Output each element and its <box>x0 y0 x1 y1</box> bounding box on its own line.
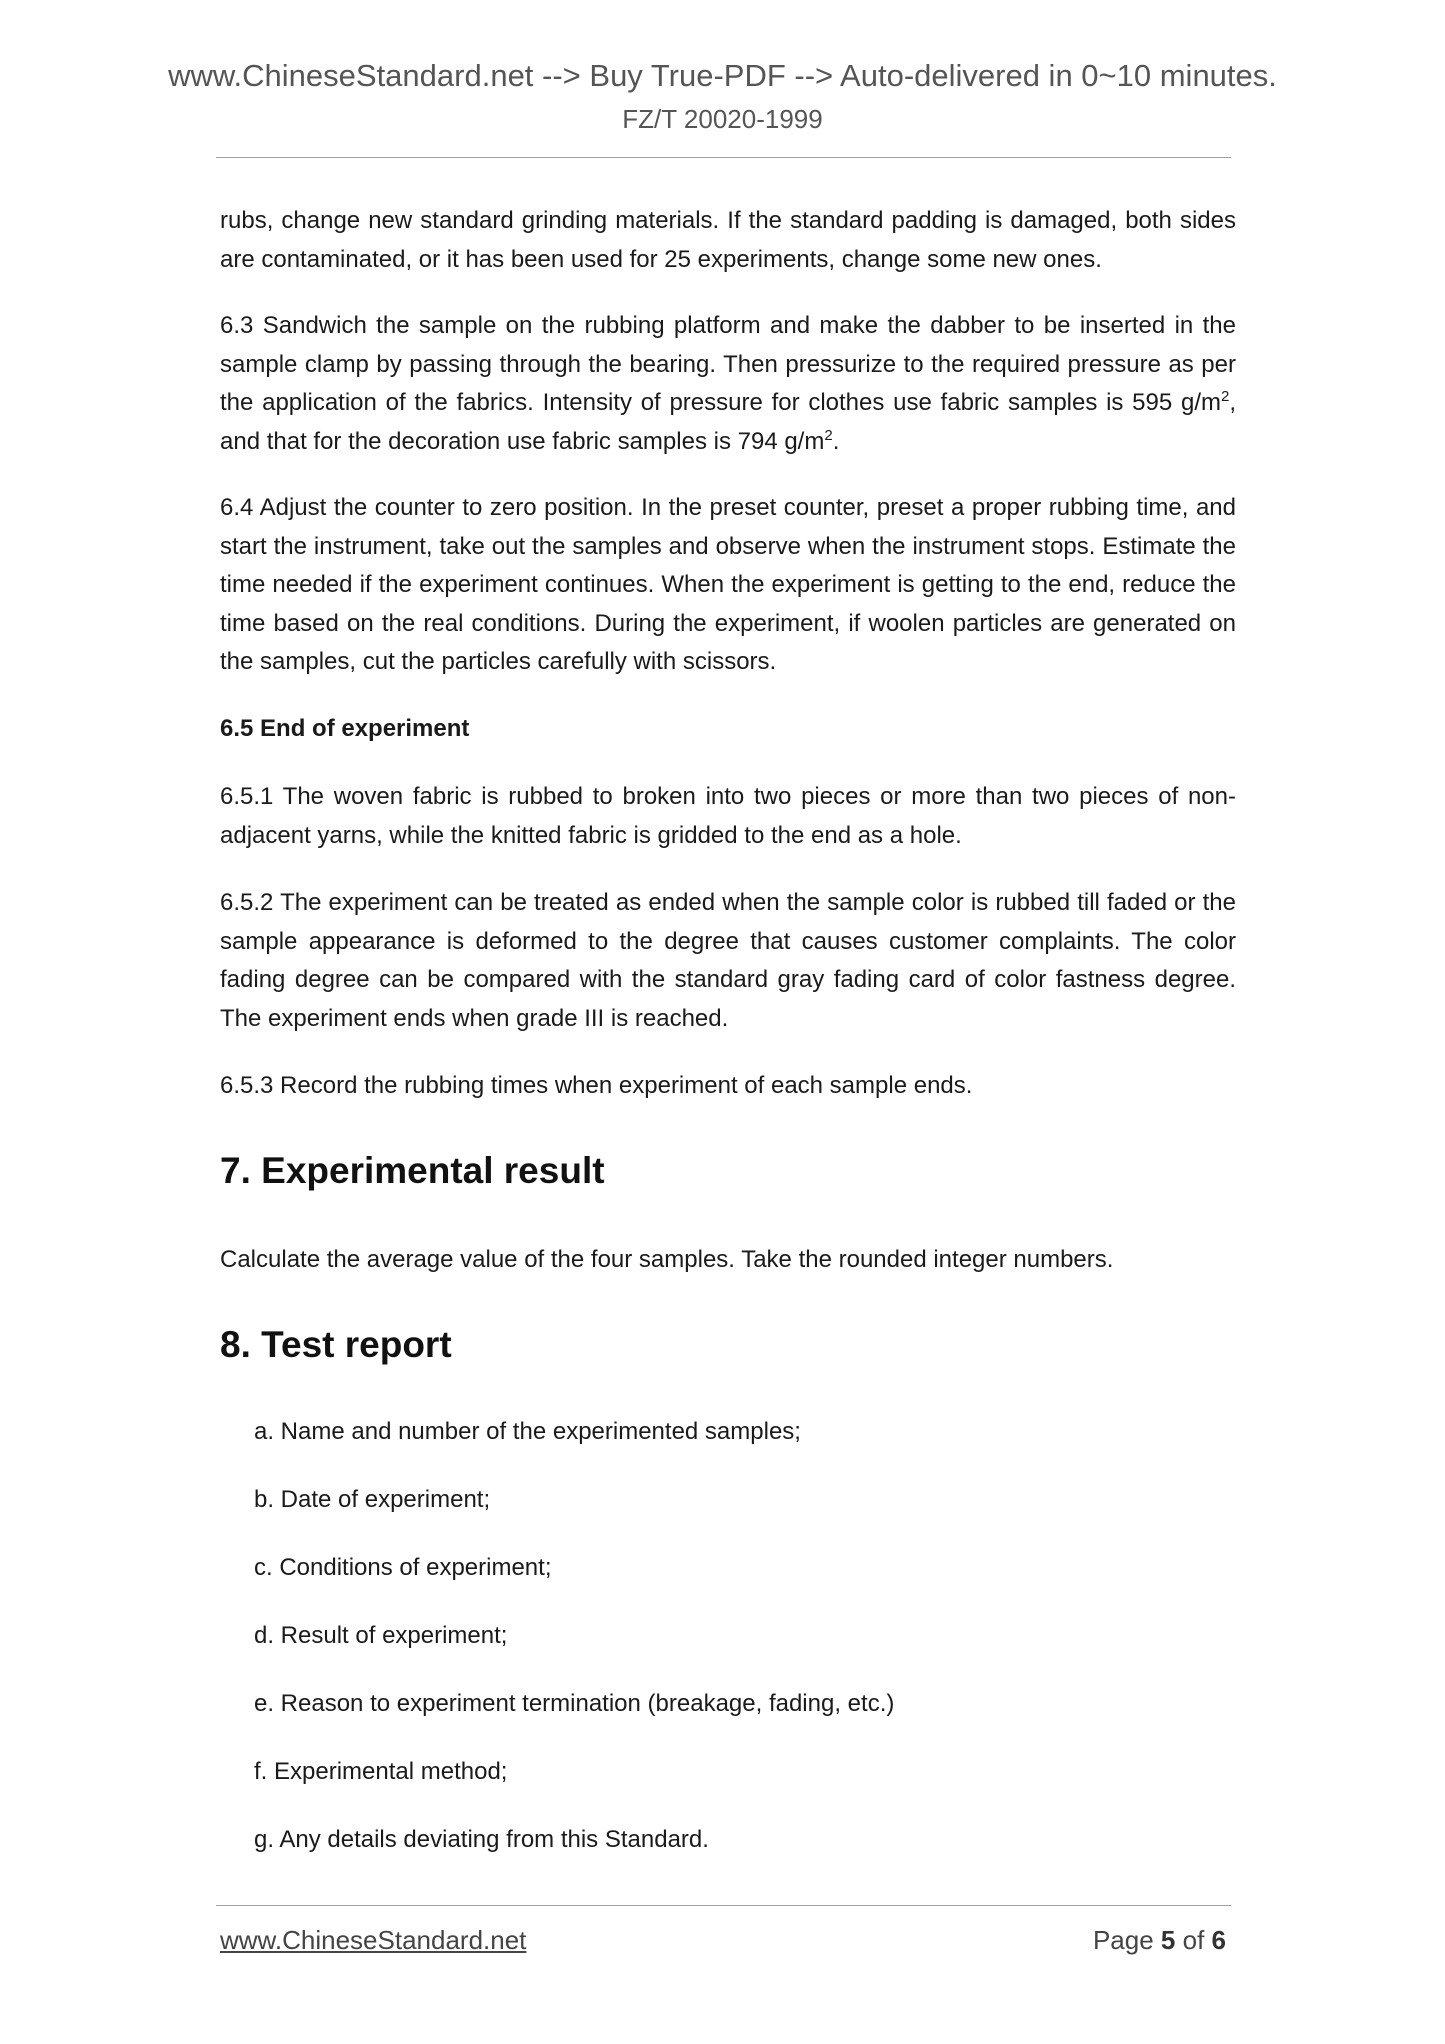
footer-divider <box>216 1905 1231 1906</box>
standard-code: FZ/T 20020-1999 <box>622 104 823 134</box>
superscript: 2 <box>1220 388 1230 405</box>
report-item-f: f. Experimental method; <box>254 1758 508 1785</box>
paragraph-6-3-text-2: , and that for the decoration use fabric samples is 794 g/m <box>220 389 1236 455</box>
header-banner: www.ChineseStandard.net --> Buy True-PDF --> Auto-delivered in 0~10 minutes. <box>168 58 1277 93</box>
report-item-b: b. Date of experiment; <box>254 1486 491 1513</box>
report-item-d: d. Result of experiment; <box>254 1622 508 1649</box>
report-item-c: c. Conditions of experiment; <box>254 1554 552 1581</box>
paragraph-6-4: 6.4 Adjust the counter to zero position. In the preset counter, preset a proper rubbing time, and start the instrument, take out the samples and observe when the instrument stops. Estimate the time needed if the experiment continues. When the experiment is getting to the end, reduce the time based on the real conditions. During the experiment, if woolen particles are generated on the samples, cut the particles carefully with scissors. <box>220 494 1236 675</box>
paragraph-6-5-3: 6.5.3 Record the rubbing times when experiment of each sample ends. <box>220 1072 973 1099</box>
report-item-e: e. Reason to experiment termination (breakage, fading, etc.) <box>254 1690 895 1717</box>
report-item-a: a. Name and number of the experimented samples; <box>254 1418 801 1445</box>
paragraph-intro: rubs, change new standard grinding materials. If the standard padding is damaged, both sides are contaminated, or it has been used for 25 experiments, change some new ones. <box>220 207 1236 273</box>
paragraph-6-3-end: . <box>832 427 840 455</box>
report-item-g: g. Any details deviating from this Standard. <box>254 1826 709 1853</box>
header-divider <box>216 157 1231 158</box>
heading-8: 8. Test report <box>220 1324 452 1365</box>
page-current: 5 <box>1160 1925 1176 1955</box>
page-of: of <box>1175 1925 1212 1955</box>
superscript: 2 <box>824 426 833 444</box>
paragraph-6-3-text: 6.3 Sandwich the sample on the rubbing platform and make the dabber to be inserted in the sample clamp by passing through the bearing. Then pressurize to the required pressure as per the application of the fabrics. Intensity of pressure for clothes use fabric samples is 595 g/m <box>220 312 1236 416</box>
page-number <box>1093 1925 1226 1956</box>
page-prefix: Page <box>1092 1925 1161 1955</box>
footer-site-link[interactable]: www.ChineseStandard.net <box>220 1925 527 1955</box>
paragraph-6-5-2: 6.5.2 The experiment can be treated as ended when the sample color is rubbed till faded or the sample appearance is deformed to the degree that causes customer complaints. The color fading degree can be compared with the standard gray fading card of color fastness degree. The experiment ends when grade III is reached. <box>220 889 1236 1032</box>
paragraph-7: Calculate the average value of the four samples. Take the rounded integer numbers. <box>220 1246 1114 1273</box>
paragraph-6-3 <box>220 307 1236 461</box>
heading-6-5: 6.5 End of experiment <box>220 715 470 742</box>
paragraph-6-5-1: 6.5.1 The woven fabric is rubbed to broken into two pieces or more than two pieces of non-adjacent yarns, while the knitted fabric is gridded to the end as a hole. <box>220 783 1236 849</box>
heading-7: 7. Experimental result <box>220 1150 605 1191</box>
page-total: 6 <box>1211 1925 1226 1955</box>
